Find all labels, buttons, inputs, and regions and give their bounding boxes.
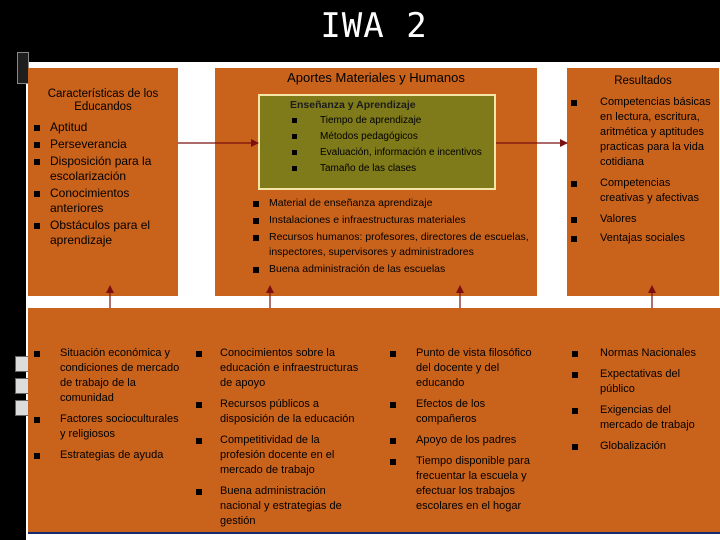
list-item: Conocimientos sobre la educación e infraestructuras de apoyo: [192, 346, 360, 391]
results-title: Resultados: [614, 75, 672, 87]
list-item: Tiempo disponible para frecuentar la escuela y efectuar los trabajos escolares en el hogar: [386, 454, 534, 514]
list-item: Buena administración de las escuelas: [249, 262, 535, 277]
list-item: Competitividad de la profesión docente en el mercado de trabajo: [192, 433, 360, 478]
inputs-title: Aportes Materiales y Humanos: [287, 70, 465, 85]
list-item: Obstáculos para el aprendizaje: [30, 218, 174, 248]
slide-title: IWA 2: [320, 6, 428, 46]
list-item: Efectos de los compañeros: [386, 397, 534, 427]
list-item: Expectativas del público: [568, 367, 716, 397]
list-item: Perseverancia: [30, 137, 174, 152]
characteristics-title: Características de los Educandos: [47, 88, 159, 113]
list-item: Tiempo de aprendizaje: [260, 115, 494, 127]
list-item: Estrategias de ayuda: [30, 448, 180, 463]
list-item: Aptitud: [30, 120, 174, 135]
list-item: Normas Nacionales: [568, 346, 716, 361]
list-item: Globalización: [568, 439, 716, 454]
list-item: Evaluación, información e incentivos: [260, 147, 494, 159]
list-item: Apoyo de los padres: [386, 433, 534, 448]
list-item: Ventajas sociales: [567, 231, 715, 246]
teaching-title: Enseñanza y Aprendizaje: [290, 99, 416, 111]
list-item: Tamaño de las clases: [260, 163, 494, 175]
list-item: Factores socioculturales y religiosos: [30, 412, 180, 442]
list-item: Material de enseñanza aprendizaje: [249, 196, 535, 211]
list-item: Recursos humanos: profesores, directores de escuelas, inspectores, supervisores y administradores: [249, 230, 535, 260]
list-item: Buena administración nacional y estrategias de gestión: [192, 484, 360, 529]
list-item: Recursos públicos a disposición de la educación: [192, 397, 360, 427]
list-item: Disposición para la escolarización: [30, 154, 174, 184]
list-item: Competencias creativas y afectivas: [567, 176, 715, 206]
list-item: Métodos pedagógicos: [260, 131, 494, 143]
list-item: Exigencias del mercado de trabajo: [568, 403, 716, 433]
list-item: Conocimientos anteriores: [30, 186, 174, 216]
list-item: Instalaciones e infraestructuras materiales: [249, 213, 535, 228]
list-item: Punto de vista filosófico del docente y del educando: [386, 346, 534, 391]
list-item: Valores: [567, 212, 715, 227]
list-item: Competencias básicas en lectura, escritura, aritmética y aptitudes practicas para la vida cotidiana: [567, 95, 715, 170]
list-item: Situación económica y condiciones de mercado de trabajo de la comunidad: [30, 346, 180, 406]
